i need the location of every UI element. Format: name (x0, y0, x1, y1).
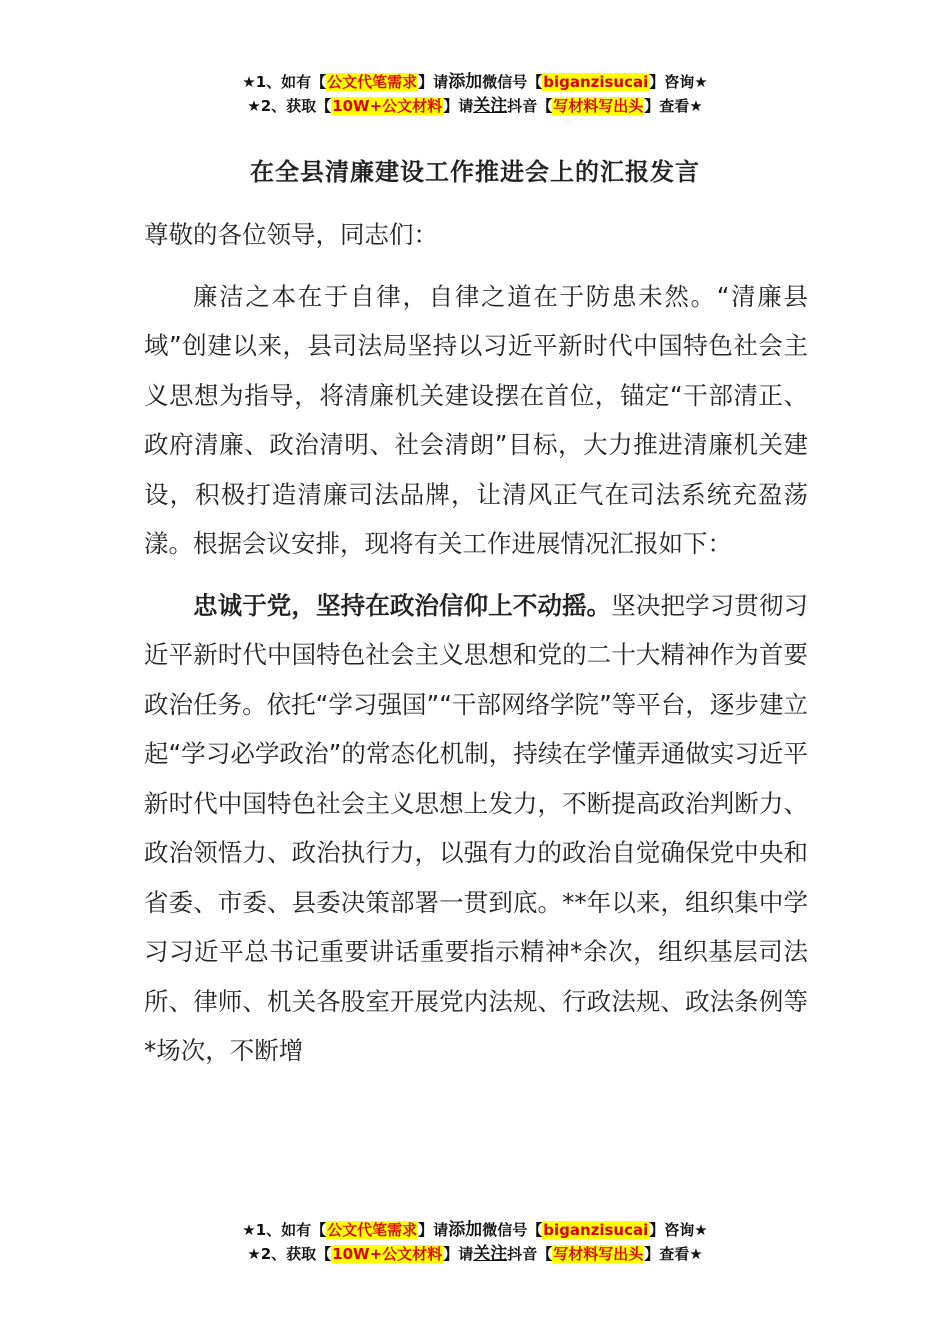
banner-line-2: ★2、获取【10W+公文材料】请关注抖音【写材料写出头】查看★ (247, 1244, 703, 1264)
paragraph-loyalty (144, 581, 808, 1076)
paragraph-heading: 忠诚于党，坚持在政治信仰上不动摇。 (193, 590, 612, 620)
paragraph-content: 坚决把学习贯彻习近平新时代中国特色社会主义思想和党的二十大精神作为首要政治任务。依托“学习强国”“干部网络学院”等平台，逐步建立起“学习必学政治”的常态化机制，持续在学懂弄通做实习近平新时代中国特色社会主义思想上发力，不断提高政治判断力、政治领悟力、政治执行力，以强有力的政治自觉确保党中央和省委、市委、县委决策部署一贯到底。**年以来，组织集中学习习近平总书记重要讲话重要指示精神*余次，组织基层司法所、律师、机关各股室开展党内法规、行政法规、政法条例等*场次，不断增 (144, 590, 809, 1065)
highlight-wechat-id: biganzisucai (543, 73, 649, 91)
highlight-douyin: 写材料写出头 (553, 97, 644, 115)
salutation: 尊敬的各位领导，同志们： (144, 220, 438, 249)
bottom-banner (0, 1218, 950, 1266)
highlight-materials: 10W+公文材料 (332, 97, 443, 115)
highlight-douyin: 写材料写出头 (553, 1245, 644, 1263)
highlight-wechat-id: biganzisucai (543, 1221, 649, 1239)
banner-line-1: ★1、如有【公文代笔需求】请添加微信号【biganzisucai】咨询★ (242, 72, 708, 92)
document-body (144, 210, 808, 1076)
banner-line-1: ★1、如有【公文代笔需求】请添加微信号【biganzisucai】咨询★ (242, 1220, 708, 1240)
document-title: 在全县清廉建设工作推进会上的汇报发言 (250, 158, 700, 186)
highlight-ghostwriting: 公文代笔需求 (327, 1221, 418, 1239)
highlight-materials: 10W+公文材料 (332, 1245, 443, 1263)
top-banner (0, 70, 950, 118)
highlight-ghostwriting: 公文代笔需求 (327, 73, 418, 91)
banner-line-2: ★2、获取【10W+公文材料】请关注抖音【写材料写出头】查看★ (247, 96, 703, 116)
paragraph-intro: 廉洁之本在于自律，自律之道在于防患未然。“清廉县域”创建以来，县司法局坚持以习近平新时代中国特色社会主义思想为指导，将清廉机关建设摆在首位，锚定“干部清正、政府清廉、政治清明、社会清朗”目标，大力推进清廉机关建设，积极打造清廉司法品牌，让清风正气在司法系统充盈荡漾。根据会议安排，现将有关工作进展情况汇报如下： (144, 281, 808, 558)
